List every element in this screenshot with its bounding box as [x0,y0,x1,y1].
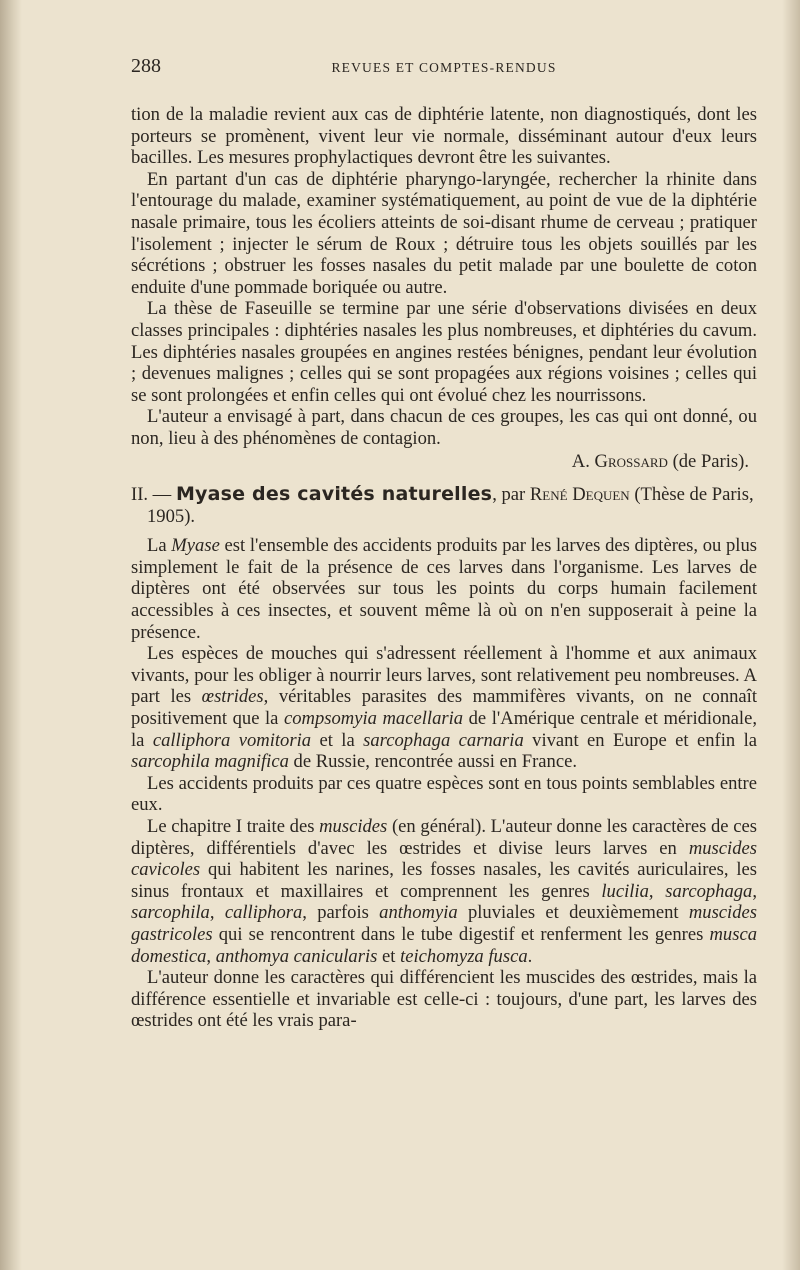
paragraph: La thèse de Faseuille se termine par une série d'observations divisées en deux classes principales : diphtéries nasales les plus nombreuses, et diphtéries du cavum. Les diphtéries nasales groupées en angines restées bénignes, pendant leur évolution ; devenues malignes ; celles qui se sont propagées aux régions voisines ; celles qui se sont prolongées et enfin celles qui ont évolué chez les nourrissons. [131,298,757,406]
paragraph: tion de la maladie revient aux cas de diphtérie latente, non diagnostiqués, dont les porteurs se promènent, vivent leur vie normale, disséminant autour d'eux leurs bacilles. Les mesures prophylactiques devront être les suivantes. [131,104,757,169]
section-heading: II. — Myase des cavités naturelles, par René Dequen (Thèse de Paris, 1905). [131,483,754,527]
running-head [131,56,757,86]
section-number: II. — [131,484,176,506]
author-signature: A. Grossard (de Paris). [571,450,749,472]
paragraph: Les accidents produits par ces quatre espèces sont en tous points semblables entre eux. [131,772,757,816]
scan-shadow-right [782,0,800,1270]
page-number: 288 [131,55,161,77]
section-source: (Thèse de Paris, 1905). [147,484,754,527]
scan-shadow-left [0,0,22,1270]
paragraph: Le chapitre I traite des muscides (en général). L'auteur donne les caractères de ces diptères, différentiels d'avec les œstrides et divise leurs larves en muscides cavicoles qui habitent les narines, les fosses nasales, les cavités auriculaires, les sinus frontaux et maxillaires et comprennent les genres lucilia, sarcophaga, sarcophila, calliphora, parfois anthomyia pluviales et deuxièmement muscides gastricoles qui se rencontrent dans le tube digestif et renferment les genres musca domestica, anthomya canicularis et teichomyza fusca. [131,816,758,967]
paragraph: L'auteur a envisagé à part, dans chacun de ces groupes, les cas qui ont donné, ou non, lieu à des phénomènes de contagion. [131,406,757,449]
section-author: René Dequen [529,484,630,506]
paragraph: La Myase est l'ensemble des accidents produits par les larves des diptères, ou plus simplement le fait de la présence de ces larves dans l'organisme. Les larves de diptères ont été observées sur tous les points du corps humain facilement accessibles à ces insectes, et souvent même là où on n'en supposerait à peine la présence. [131,535,757,643]
running-title: REVUES ET COMPTES-RENDUS [331,60,557,75]
section-title: Myase des cavités naturelles [175,483,493,506]
paragraph: L'auteur donne les caractères qui différencient les muscides des œstrides, mais la différence essentielle et invariable est celle-ci : toujours, d'une part, les larves des œstrides ont été les vrais para- [131,967,757,1032]
book-page [131,56,757,1032]
paragraph: Les espèces de mouches qui s'adressent réellement à l'homme et aux animaux vivants, pour les obliger à nourrir leurs larves, sont relativement peu nombreuses. A part les œstrides, véritables parasites des mammifères vivants, on ne connaît positivement que la compsomyia macellaria de l'Amérique centrale et méridionale, la calliphora vomitoria et la sarcophaga carnaria vivant en Europe et enfin la sarcophila magnifica de Russie, rencontrée aussi en France. [131,643,757,773]
paragraph: En partant d'un cas de diphtérie pharyngo-laryngée, rechercher la rhinite dans l'entourage du malade, examiner systématiquement, au point de vue de la diphtérie nasale primaire, tous les écoliers atteints de soi-disant rhume de cerveau ; pratiquer l'isolement ; injecter le sérum de Roux ; détruire tous les objets souillés par les sécrétions ; obstruer les fosses nasales du petit malade par une boulette de coton enduite d'une pommade boriquée ou autre. [131,168,757,298]
